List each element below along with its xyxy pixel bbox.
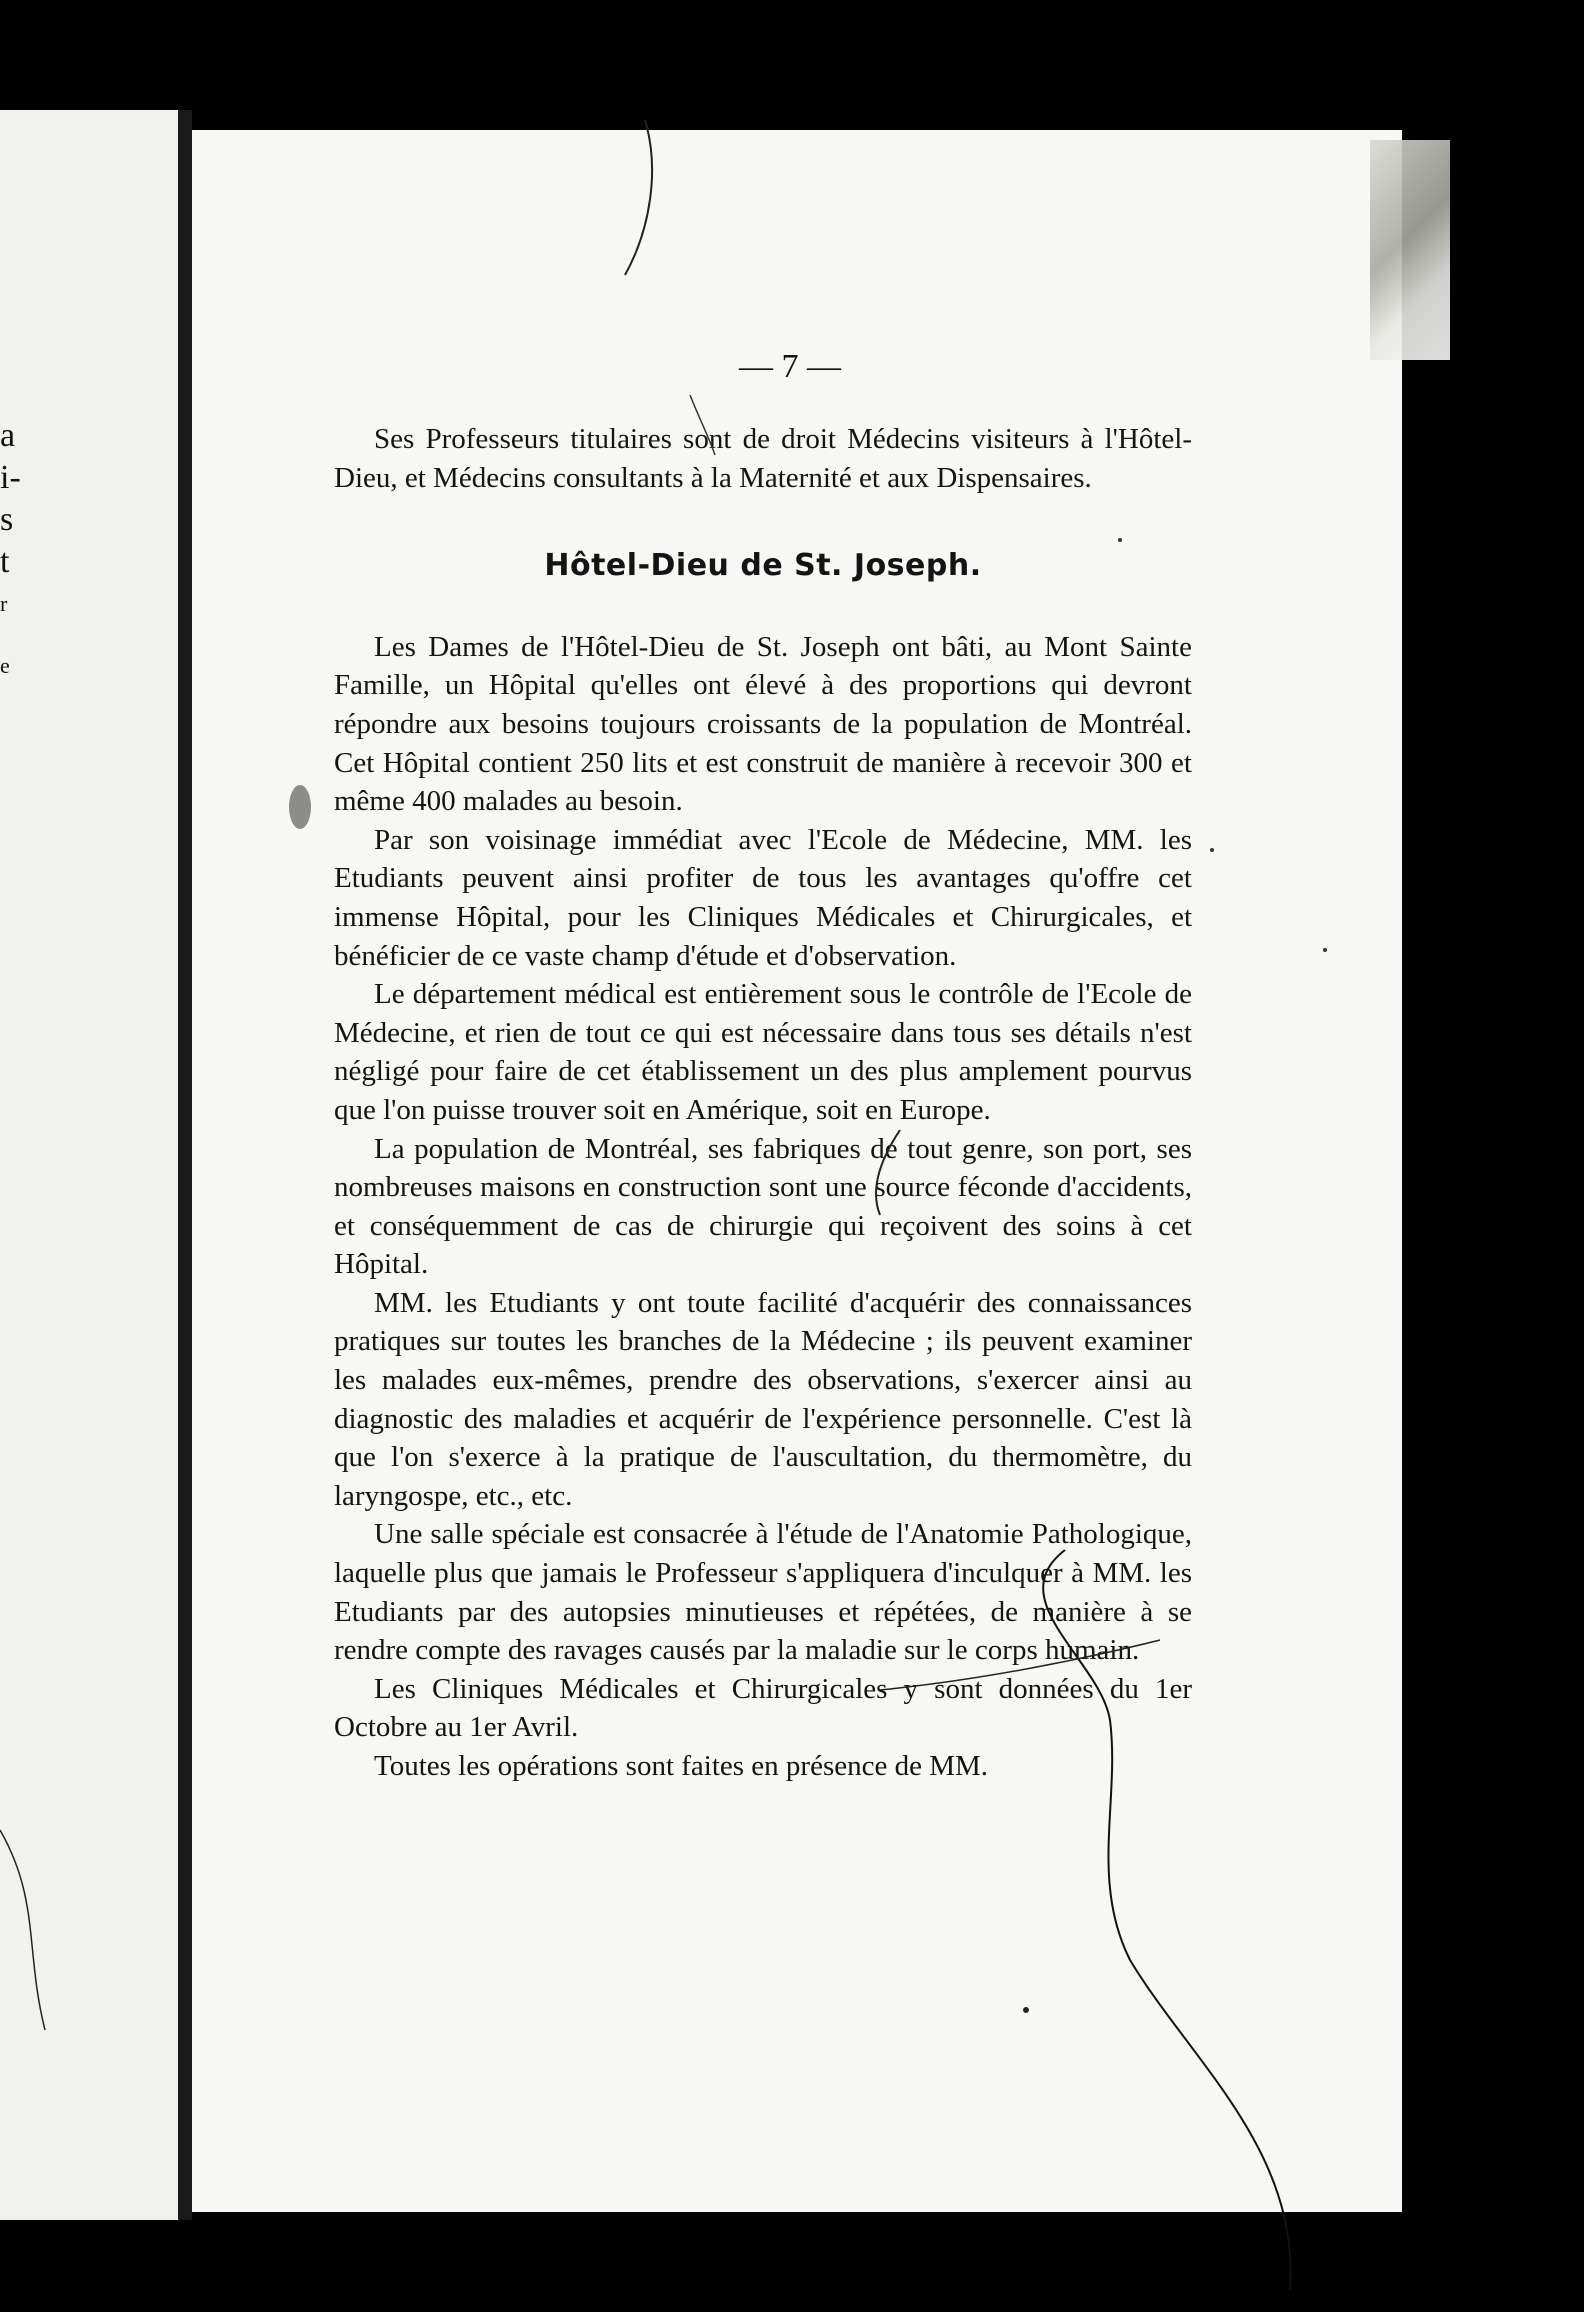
- torn-page-corner: [1370, 140, 1450, 360]
- body-paragraph: Les Cliniques Médicales et Chirurgicales y sont données du 1er Octobre au 1er Avril.: [334, 1672, 1192, 1744]
- prev-letter: s: [0, 501, 14, 538]
- prev-letter: e: [0, 653, 10, 678]
- prev-letter: i-: [0, 459, 21, 496]
- body-paragraph: Toutes les opérations sont faites en présence de MM.: [374, 1750, 989, 1782]
- book-gutter: [178, 110, 192, 2220]
- prev-letter: t: [0, 543, 10, 580]
- body-paragraph: Une salle spéciale est consacrée à l'étude de l'Anatomie Pathologique, laquelle plus que jamais le Professeur s'appliquera d'inculquer à MM. les Etudiants par des autopsies minutieuses et répétées, de manière à se rendre compte des ravages causés par la maladie sur le corps humain.: [334, 1518, 1192, 1667]
- page-body: [334, 420, 1192, 1786]
- previous-page-letters: [0, 415, 21, 687]
- intro-paragraph: Ses Professeurs titulaires sont de droit Médecins visiteurs à l'Hôtel-Dieu, et Médecins consultants à la Maternité et aux Dispensaires.: [334, 423, 1192, 494]
- previous-page-sliver: [0, 110, 178, 2220]
- body-paragraph: MM. les Etudiants y ont toute facilité d'acquérir des connaissances pratiques sur toutes les branches de la Médecine ; ils peuvent examiner les malades eux-mêmes, prendre des observations, s'exercer ainsi au diagnostic des maladies et acquérir de l'expérience personnelle. C'est là que l'on s'exerce à la pratique de l'auscultation, du thermomètre, du laryngospe, etc., etc.: [334, 1286, 1192, 1512]
- body-paragraph: Les Dames de l'Hôtel-Dieu de St. Joseph ont bâti, au Mont Sainte Famille, un Hôpital qu'elles ont élevé à des proportions qui devront répondre aux besoins toujours croissants de la population de Montréal. Cet Hôpital contient 250 lits et est construit de manière à recevoir 300 et même 400 malades au besoin.: [334, 630, 1192, 818]
- prev-letter: a: [0, 417, 16, 454]
- page-number: — 7 —: [739, 348, 841, 385]
- body-paragraph: Le département médical est entièrement sous le contrôle de l'Ecole de Médecine, et rien de tout ce qui est nécessaire dans tous ses détails n'est négligé pour faire de cet établissement un des plus amplement pourvus que l'on puisse trouver soit en Amérique, soit en Europe.: [334, 978, 1192, 1126]
- prev-letter: r: [0, 591, 8, 616]
- section-heading: Hôtel-Dieu de St. Joseph.: [544, 548, 982, 584]
- body-paragraph: La population de Montréal, ses fabriques de tout genre, son port, ses nombreuses maisons en construction sont une source féconde d'accidents, et conséquemment de cas de chirurgie qui reçoivent des soins à cet Hôpital.: [334, 1132, 1192, 1281]
- body-paragraph: Par son voisinage immédiat avec l'Ecole de Médecine, MM. les Etudiants peuvent ainsi profiter de tous les avantages qu'offre cet immense Hôpital, pour les Cliniques Médicales et Chirurgicales, et bénéficier de ce vaste champ d'étude et d'observation.: [334, 823, 1192, 972]
